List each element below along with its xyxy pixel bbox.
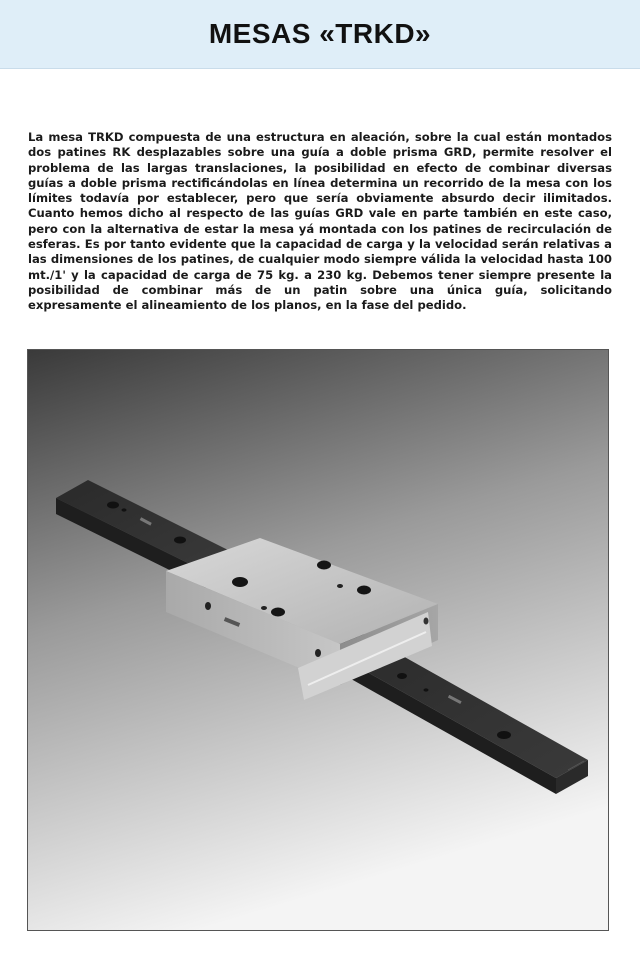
table-hole [317, 561, 331, 570]
rail-hole [107, 502, 119, 509]
table-hole [271, 608, 285, 617]
product-photo [27, 349, 609, 931]
rail-hole [174, 537, 186, 544]
table-hole [232, 577, 248, 587]
table-hole [357, 586, 371, 595]
page-title: MESAS «TRKD» [208, 18, 432, 49]
description-paragraph: La mesa TRKD compuesta de una estructura en aleación, sobre la cual están montados dos patines RK desplazables sobre una guía a doble prisma GRD, permite resolver el problema de las largas translaciones, la posibilidad en efecto de combinar diversas guías a doble prisma rectificándolas en línea determina un recorrido de la mesa con los límites todavía por establecer, pero que sería obviamente absurdo decir ilimitados. Cuanto hemos dicho al respecto de las guías GRD vale en parte también en este caso, pero con la alternativa de estar la mesa yá montada con los patines de recirculación de esferas. Es por tanto evidente que la capacidad de carga y la velocidad serán relativas a las dimensiones de los patines, de cualquier modo siempre válida la velocidad hasta 100 mt./1' y la capacidad de carga de 75 kg. a 230 kg. Debemos tener siempre presente la posibilidad de combinar más de un patin sobre una única guía, solicitando expresamente el alineamiento de los planos, en la fase del pedido. [28, 130, 612, 313]
rail-hole [397, 673, 407, 679]
product-illustration [28, 350, 608, 930]
rail-hole [497, 731, 511, 739]
header-band [0, 0, 640, 69]
